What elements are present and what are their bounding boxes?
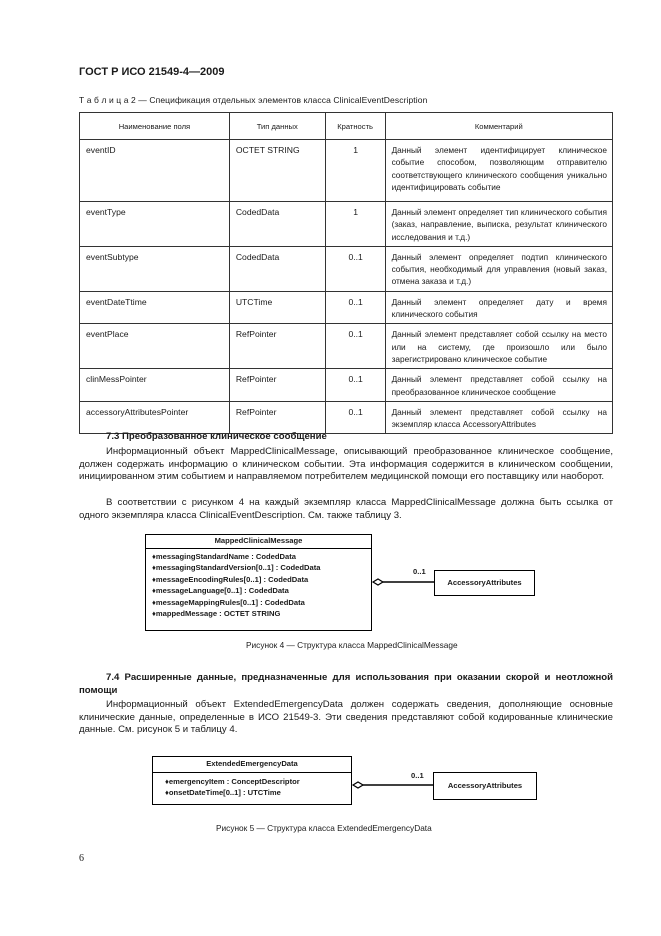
column-header: Комментарий [385,113,612,140]
aggregation-connector [372,576,434,588]
multiplicity: 0..1 [325,324,385,369]
uml-class-accessory-attributes: AccessoryAttributes [434,570,535,596]
multiplicity: 0..1 [325,369,385,402]
uml-class-accessory-attributes: AccessoryAttributes [433,772,537,800]
field-name: accessoryAttributesPointer [80,401,230,434]
uml-attribute: ♦onsetDateTime[0..1] : UTCTime [165,788,281,798]
field-name: eventDateTtime [80,291,230,324]
comment: Данный элемент представляет собой ссылку на экземпляр класса AccessoryAttributes [385,401,612,434]
field-name: eventPlace [80,324,230,369]
uml-attribute: ♦messagingStandardVersion[0..1] : CodedData [152,563,321,573]
page-number: 6 [79,853,84,864]
uml-class-name: ExtendedEmergencyData [153,757,351,773]
field-name: eventType [80,202,230,247]
table-header-row [80,113,613,140]
section-title-7-3: 7.3 Преобразованное клиническое сообщение [106,431,327,442]
section-title-7-4: 7.4 Расширенные данные, предназначенные для использования при оказании скорой и неотложной помощи [79,672,613,696]
table-row [80,291,613,324]
table-row [80,202,613,247]
data-type: RefPointer [229,401,325,434]
table-row [80,324,613,369]
uml-attribute: ♦emergencyItem : ConceptDescriptor [165,777,300,786]
figure-4-caption: Рисунок 4 — Структура класса MappedClinicalMessage [246,640,458,650]
section-7-4-paragraph-1: Информационный объект ExtendedEmergencyData должен содержать сведения, дополняющие основные клинические данные, определенные в ИСО 21549-3. Эти сведения представляют собой кодированные клинические данные. См. рисунок 5 и таблицу 4. [79,699,613,736]
uml-class-extended-emergency-data [152,756,352,805]
specification-table [79,112,613,434]
section-7-3-paragraph-1: Информационный объект MappedClinicalMessage, описывающий преобразованное клиническое сообщение, должен содержать информацию о клиническом событии. Эта информация содержится в клиническом сообщении, инициированном этим событием и направляемом потребителем медицинской помощи его поставщику или наоборот. [79,446,613,483]
uml-attribute: ♦messagingStandardName : CodedData [152,552,296,561]
figure-5-caption: Рисунок 5 — Структура класса ExtendedEmergencyData [216,823,432,833]
multiplicity: 0..1 [325,401,385,434]
field-name: clinMessPointer [80,369,230,402]
comment: Данный элемент определяет подтип клинического события, необходимый для управления (новый заказ, отмена заказа и т.д.) [385,246,612,291]
multiplicity-label: 0..1 [413,567,426,576]
column-header: Кратность [325,113,385,140]
uml-class-name: MappedClinicalMessage [146,535,371,549]
data-type: RefPointer [229,324,325,369]
comment: Данный элемент представляет собой ссылку на место или на систему, где произошло или было зарегистрировано клиническое событие [385,324,612,369]
field-name: eventID [80,140,230,202]
uml-attribute: ♦messageEncodingRules[0..1] : CodedData [152,574,309,584]
aggregation-diamond-icon [353,782,363,788]
table-row [80,401,613,434]
table-row [80,246,613,291]
multiplicity: 1 [325,202,385,247]
section-7-3-paragraph-2: В соответствии с рисунком 4 на каждый экземпляр класса MappedClinicalMessage должна быть ссылка от одного экземпляра класса ClinicalEventDescription. См. также таблицу 3. [79,497,613,521]
table-row [80,140,613,202]
data-type: CodedData [229,246,325,291]
data-type: UTCTime [229,291,325,324]
multiplicity: 1 [325,140,385,202]
comment: Данный элемент определяет тип клинического события (заказ, направление, выписка, результат клинического исследования и т.д.) [385,202,612,247]
field-name: eventSubtype [80,246,230,291]
uml-class-mapped-clinical-message [145,534,372,631]
uml-attribute: ♦messageLanguage[0..1] : CodedData [152,586,289,596]
column-header: Тип данных [229,113,325,140]
multiplicity: 0..1 [325,246,385,291]
multiplicity: 0..1 [325,291,385,324]
uml-attribute: ♦messageMappingRules[0..1] : CodedData [152,597,305,607]
data-type: OCTET STRING [229,140,325,202]
document-header: ГОСТ Р ИСО 21549-4—2009 [79,66,225,78]
aggregation-diamond-icon [373,579,383,585]
multiplicity-label: 0..1 [411,771,424,780]
table-caption: Т а б л и ц а 2 — Спецификация отдельных элементов класса ClinicalEventDescription [79,95,428,105]
column-header: Наименование поля [80,113,230,140]
table-row [80,369,613,402]
data-type: CodedData [229,202,325,247]
data-type: RefPointer [229,369,325,402]
comment: Данный элемент определяет дату и время клинического события [385,291,612,324]
aggregation-connector [352,779,433,791]
comment: Данный элемент представляет собой ссылку на преобразованное клиническое сообщение [385,369,612,402]
comment: Данный элемент идентифицирует клиническое событие способом, позволяющим отправителю соответствующего клинического сообщения уникально идентифицировать событие [385,140,612,202]
uml-attribute: ♦mappedMessage : OCTET STRING [152,609,281,619]
